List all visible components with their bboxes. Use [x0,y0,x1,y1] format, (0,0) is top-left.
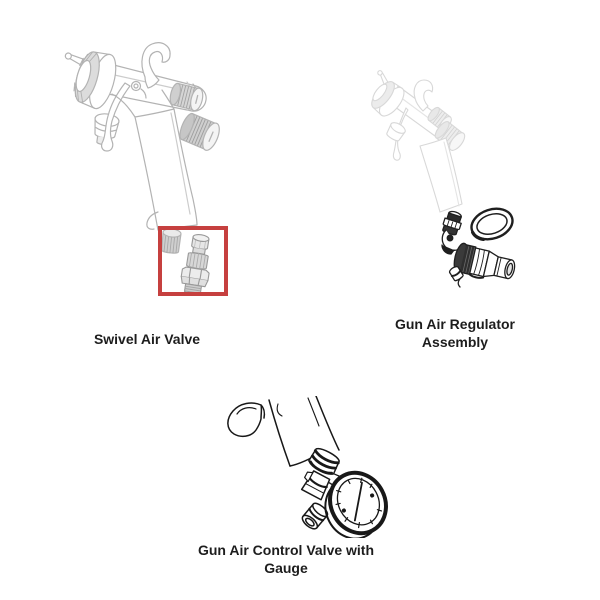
figure-gun-air-control-valve-with-gauge[interactable] [176,396,396,586]
highlight-box [158,226,228,296]
label-line: Swivel Air Valve [93,331,201,347]
figure-gun-air-regulator-assembly[interactable] [355,62,555,362]
label-line: Gun Air Regulator [394,316,516,332]
label-line: Gun Air Control Valve with [197,542,375,558]
gun-air-regulator-icon [358,62,548,302]
figure-label-gun-air-control-valve-with-gauge [176,541,396,577]
figure-label-swivel-air-valve [40,330,254,348]
figure-label-gun-air-regulator-assembly [355,315,555,351]
gun-air-control-valve-gauge-icon [212,396,392,538]
label-line: Assembly [421,334,489,350]
label-line: Gauge [264,560,308,576]
figure-swivel-air-valve[interactable] [40,30,254,360]
